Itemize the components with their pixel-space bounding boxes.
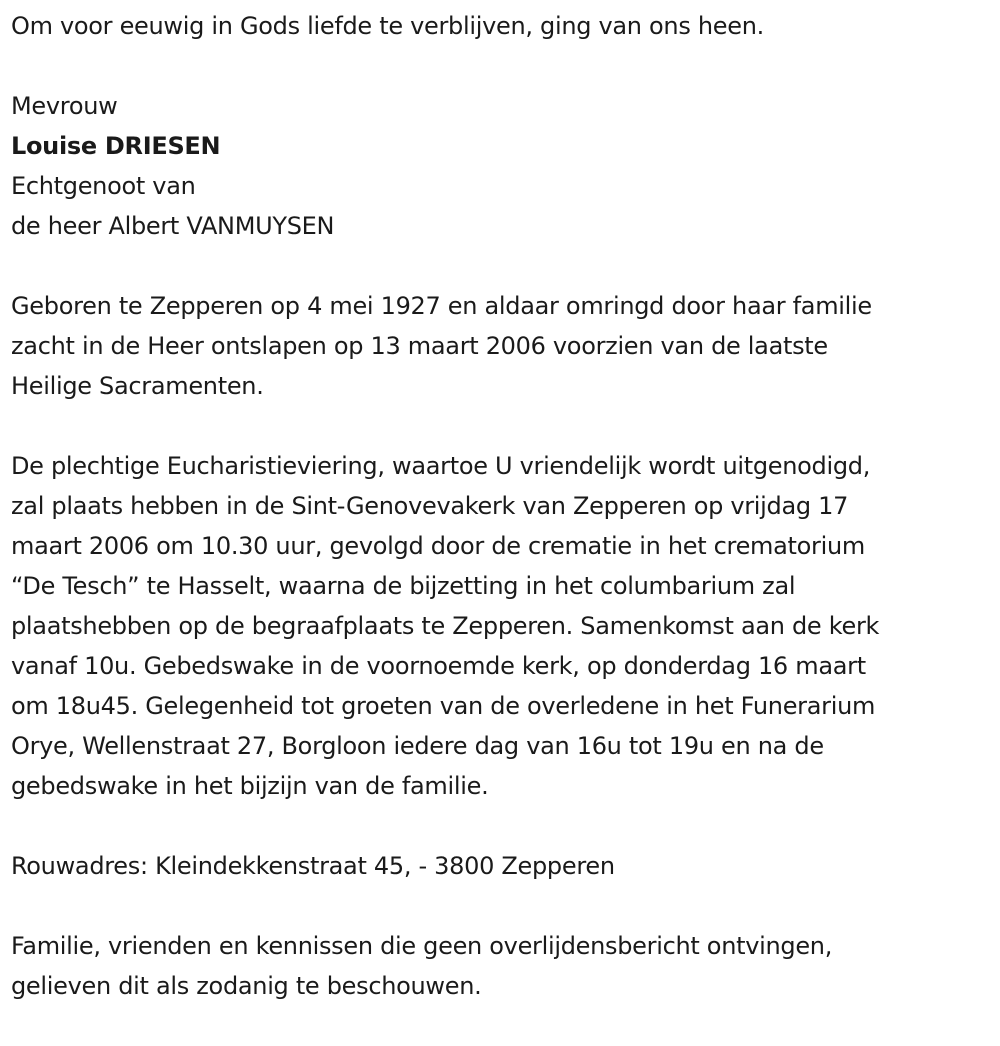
paragraph-line: De plechtige Eucharistieviering, waartoe U vriendelijk wordt uitgenodigd, bbox=[11, 452, 871, 480]
closing-paragraph bbox=[11, 926, 996, 1006]
paragraph-line: Geboren te Zepperen op 4 mei 1927 en aldaar omringd door haar familie bbox=[11, 292, 872, 320]
paragraph-line: Familie, vrienden en kennissen die geen overlijdensbericht ontvingen, bbox=[11, 932, 833, 960]
ceremony-paragraph bbox=[11, 446, 996, 806]
paragraph-line: zal plaats hebben in de Sint-Genovevakerk van Zepperen op vrijdag 17 bbox=[11, 492, 849, 520]
spouse-label: Echtgenoot van bbox=[11, 172, 196, 200]
honorific: Mevrouw bbox=[11, 92, 118, 120]
deceased-name: Louise DRIESEN bbox=[11, 132, 221, 160]
birth-paragraph bbox=[11, 286, 996, 406]
paragraph-line: vanaf 10u. Gebedswake in de voornoemde kerk, op donderdag 16 maart bbox=[11, 652, 866, 680]
spacer bbox=[11, 46, 996, 86]
spacer bbox=[11, 806, 996, 846]
paragraph-line: gebedswake in het bijzijn van de familie. bbox=[11, 772, 489, 800]
paragraph-line: Orye, Wellenstraat 27, Borgloon iedere dag van 16u tot 19u en na de bbox=[11, 732, 824, 760]
paragraph-line: “De Tesch” te Hasselt, waarna de bijzetting in het columbarium zal bbox=[11, 572, 796, 600]
spacer bbox=[11, 406, 996, 446]
mourning-address: Rouwadres: Kleindekkenstraat 45, - 3800 Zepperen bbox=[11, 852, 615, 880]
paragraph-line: plaatshebben op de begraafplaats te Zepperen. Samenkomst aan de kerk bbox=[11, 612, 880, 640]
intro-line: Om voor eeuwig in Gods liefde te verblijven, ging van ons heen. bbox=[11, 12, 764, 40]
paragraph-line: Heilige Sacramenten. bbox=[11, 372, 264, 400]
paragraph-line: maart 2006 om 10.30 uur, gevolgd door de crematie in het crematorium bbox=[11, 532, 865, 560]
spacer bbox=[11, 246, 996, 286]
spacer bbox=[11, 886, 996, 926]
paragraph-line: gelieven dit als zodanig te beschouwen. bbox=[11, 972, 482, 1000]
paragraph-line: zacht in de Heer ontslapen op 13 maart 2006 voorzien van de laatste bbox=[11, 332, 828, 360]
obituary-notice bbox=[11, 6, 996, 1006]
paragraph-line: om 18u45. Gelegenheid tot groeten van de overledene in het Funerarium bbox=[11, 692, 876, 720]
spouse-name: de heer Albert VANMUYSEN bbox=[11, 212, 335, 240]
